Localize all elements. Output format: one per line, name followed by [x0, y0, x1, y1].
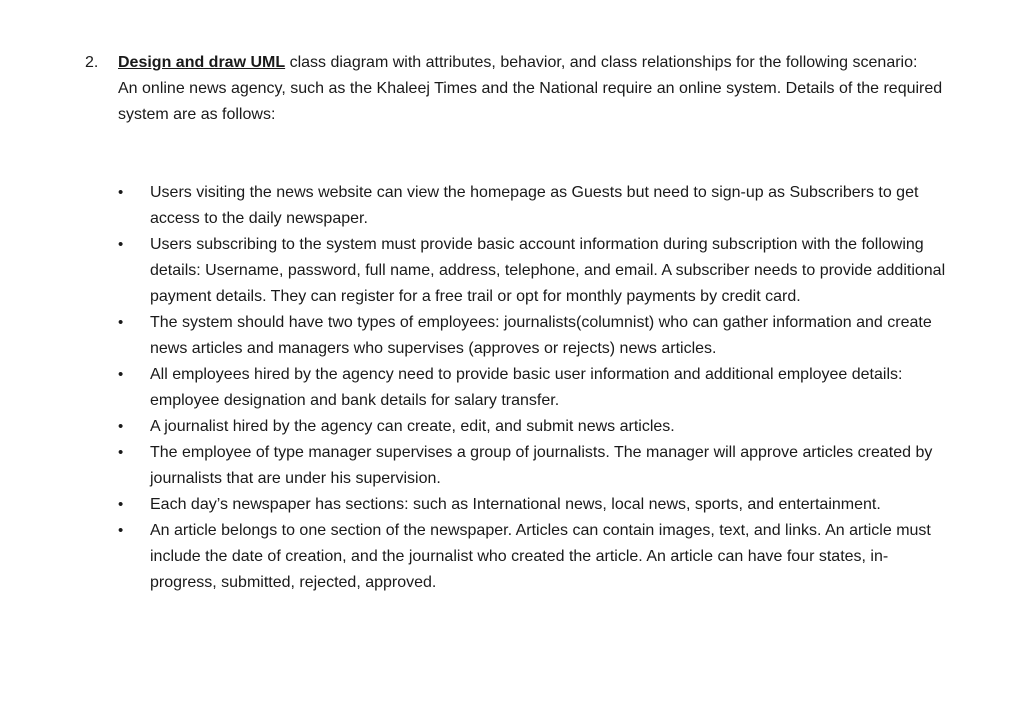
- list-item: [118, 310, 948, 362]
- question-emphasis: Design and draw UML: [118, 54, 286, 71]
- question-intro: An online news agency, such as the Khaleej Times and the National require an online system. Details of the required system are as follows:: [118, 80, 943, 123]
- bullet-icon: •: [118, 496, 124, 513]
- list-item-text: All employees hired by the agency need to provide basic user information and additional employee details: employee designation and bank details for salary transfer.: [150, 366, 903, 409]
- list-item-text: Users subscribing to the system must provide basic account information during subscription with the following details: Username, password, full name, address, telephone, and email. A subscriber needs to provide additional payment details. They can register for a free trail or opt for monthly payments by credit card.: [150, 236, 946, 305]
- requirements-list: [118, 180, 948, 596]
- list-item-text: The employee of type manager supervises a group of journalists. The manager will approve articles created by journalists that are under his supervision.: [150, 444, 933, 487]
- list-item-text: The system should have two types of employees: journalists(columnist) who can gather information and create news articles and managers who supervises (approves or rejects) news articles.: [150, 314, 932, 357]
- question-heading: [85, 50, 955, 128]
- bullet-icon: •: [118, 444, 124, 461]
- list-item: [118, 518, 948, 596]
- list-item-text: A journalist hired by the agency can create, edit, and submit news articles.: [150, 418, 675, 435]
- question-heading-text: class diagram with attributes, behavior, and class relationships for the following scenario:: [285, 54, 918, 71]
- list-item: [118, 414, 948, 440]
- bullet-icon: •: [118, 184, 124, 201]
- list-item-text: Each day’s newspaper has sections: such as International news, local news, sports, and entertainment.: [150, 496, 881, 513]
- list-item: [118, 180, 948, 232]
- list-item: [118, 232, 948, 310]
- list-item: [118, 362, 948, 414]
- bullet-icon: •: [118, 366, 124, 383]
- list-item: [118, 492, 948, 518]
- question-body: [118, 50, 955, 128]
- bullet-icon: •: [118, 418, 124, 435]
- bullet-icon: •: [118, 236, 124, 253]
- bullet-icon: •: [118, 314, 124, 331]
- question-block: [85, 50, 955, 128]
- bullet-icon: •: [118, 522, 124, 539]
- question-number: 2.: [85, 54, 99, 71]
- list-item: [118, 440, 948, 492]
- list-item-text: An article belongs to one section of the newspaper. Articles can contain images, text, and links. An article must include the date of creation, and the journalist who created the article. An article can have four states, in-progress, submitted, rejected, approved.: [150, 522, 931, 591]
- list-item-text: Users visiting the news website can view the homepage as Guests but need to sign-up as Subscribers to get access to the daily newspaper.: [150, 184, 919, 227]
